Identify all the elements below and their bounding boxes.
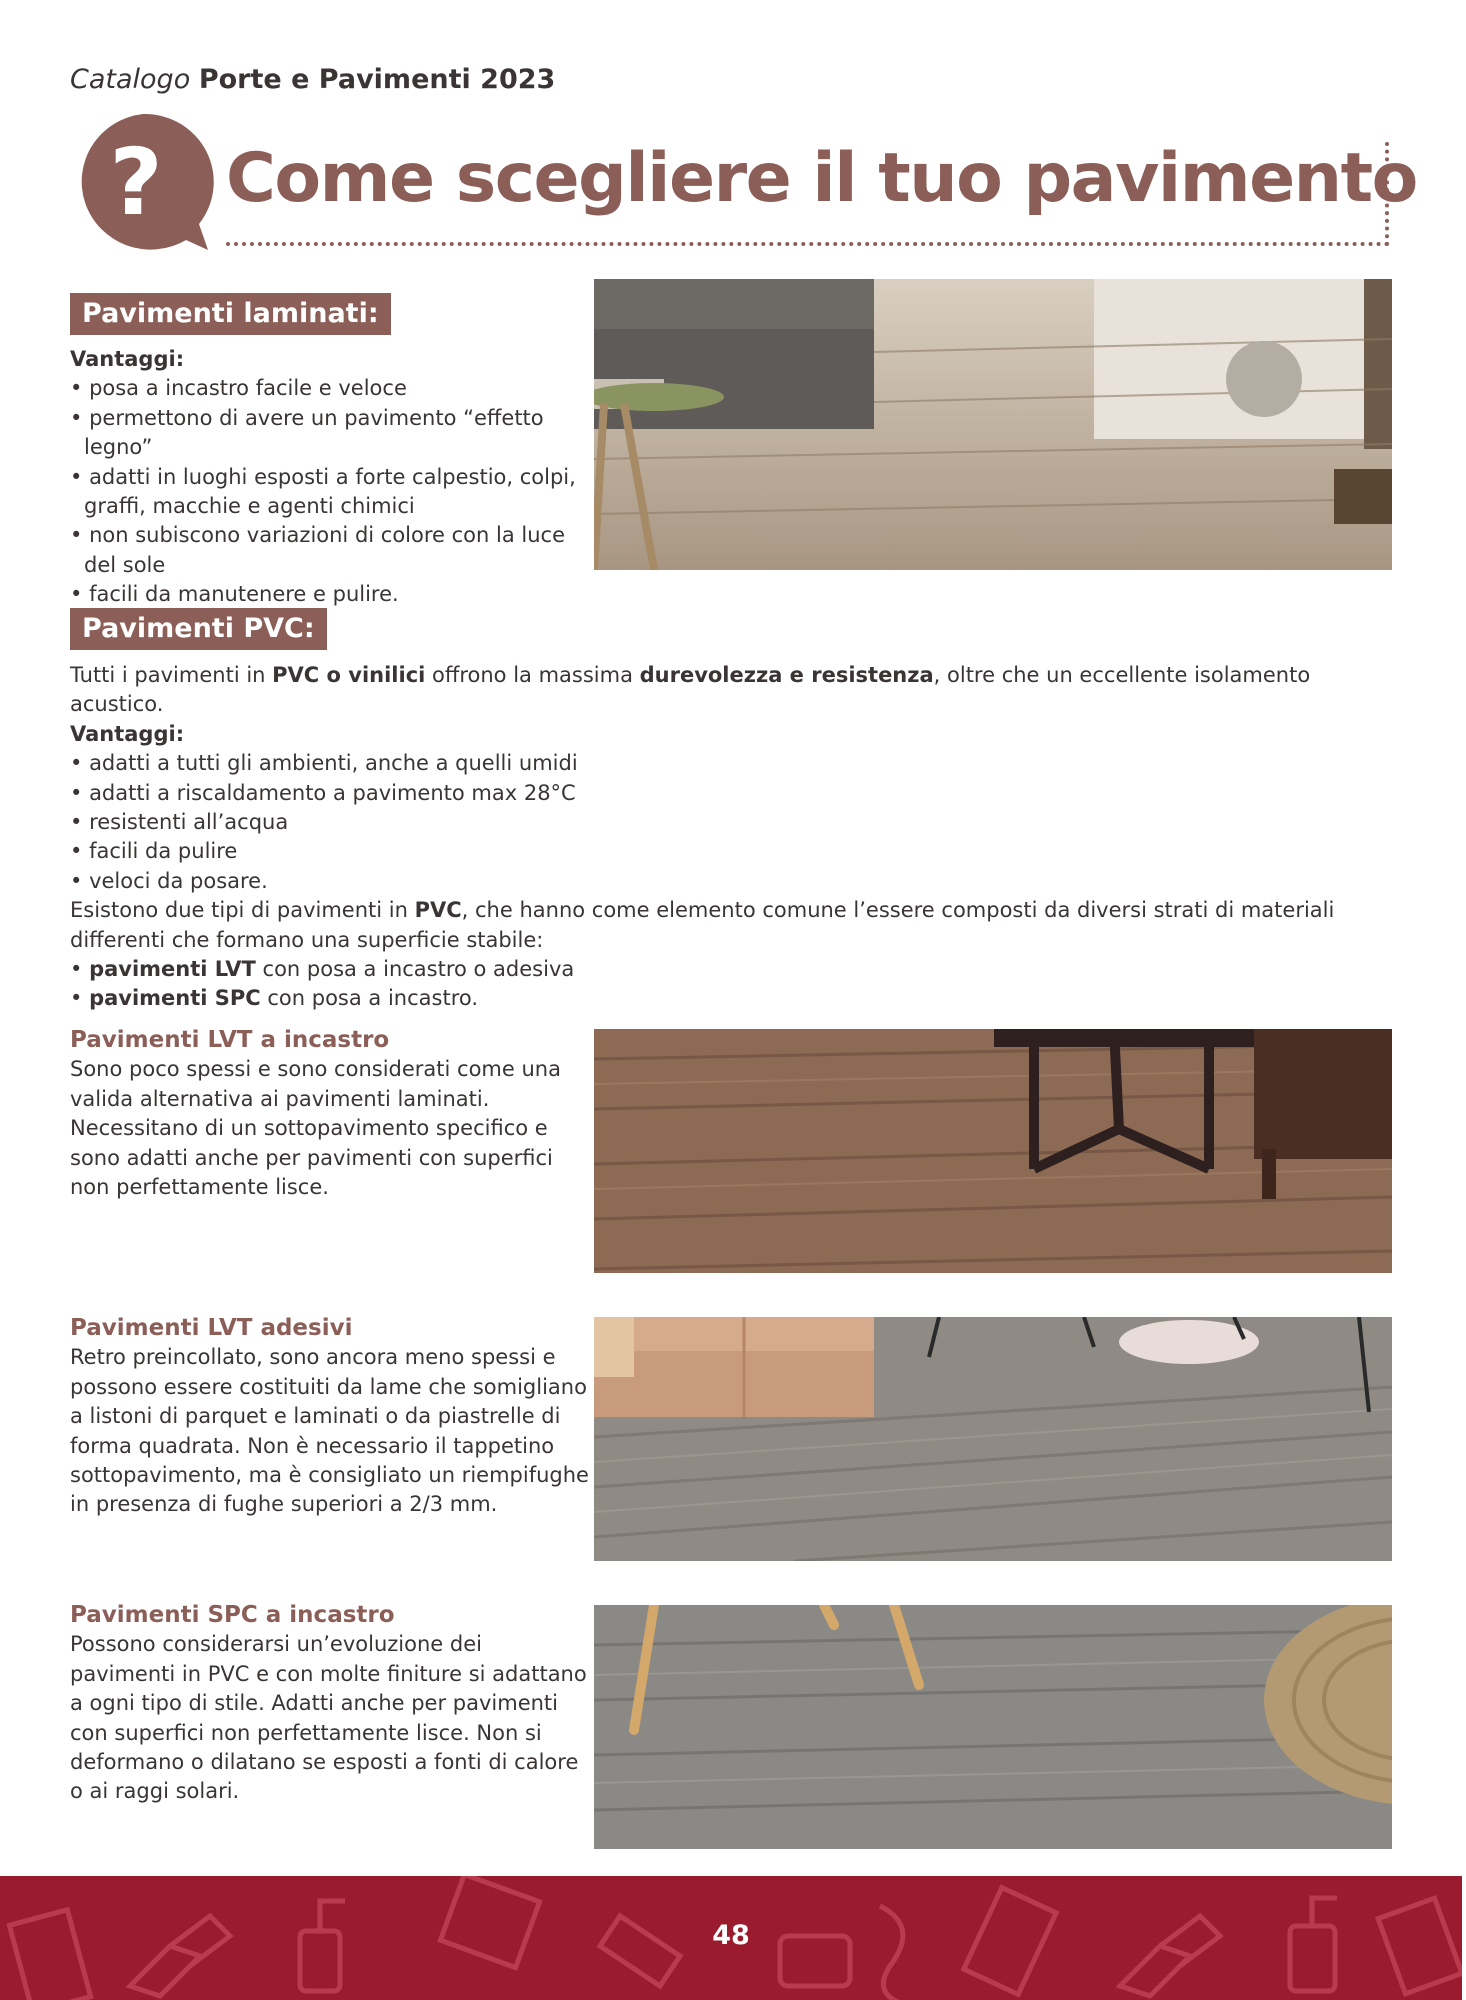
advantages-title: Vantaggi:: [70, 721, 185, 746]
catalog-name: Porte e Pavimenti 2023: [198, 64, 556, 95]
page-title: Come scegliere il tuo pavimento: [226, 139, 1417, 218]
pvc-intro: Tutti i pavimenti in PVC o vinilici offrono la massima durevolezza e resistenza, oltre che un eccellente isolamento acustico.: [70, 663, 1311, 717]
title-divider: [226, 242, 1390, 246]
list-item: • facili da manutenere e pulire.: [70, 582, 399, 607]
spc-incastro-body: Possono considerarsi un’evoluzione dei pavimenti in PVC e con molte finiture si adattano a ogni tipo di stile. Adatti anche per pavimenti con superfici non perfettamente lisce. Non si deformano o dilatano se esposti a fonti di calore o ai raggi solari.: [70, 1632, 587, 1804]
photo-lvt-incastro-floor: [594, 1029, 1392, 1273]
photo-lvt-adesivi-floor: [594, 1317, 1392, 1561]
pvc-text: [70, 661, 1395, 1014]
spc-incastro-title: Pavimenti SPC a incastro: [70, 1602, 395, 1628]
page-number: 48: [712, 1920, 750, 1951]
photo-spc-incastro-floor: [594, 1605, 1392, 1849]
catalog-header: [70, 64, 555, 95]
lvt-incastro-body: Sono poco spessi e sono considerati come una valida alternativa ai pavimenti laminati. Necessitano di un sottopavimento specifico e sono adatti anche per pavimenti con superfici non perfettamente lisce.: [70, 1057, 561, 1200]
pvc-types-intro: Esistono due tipi di pavimenti in PVC, che hanno come elemento comune l’essere composti da diversi strati di materiali differenti che formano una superficie stabile:: [70, 898, 1335, 952]
list-item: • facili da pulire: [70, 839, 238, 864]
list-item: • pavimenti LVT con posa a incastro o adesiva: [70, 957, 575, 982]
list-item: • adatti in luoghi esposti a forte calpestio, colpi, graffi, macchie e agenti chimici: [70, 464, 576, 519]
lvt-incastro-block: [70, 1026, 580, 1202]
list-item: • pavimenti SPC con posa a incastro.: [70, 986, 479, 1011]
question-bubble-icon: [68, 112, 218, 256]
list-item: • resistenti all’acqua: [70, 810, 289, 835]
section-label-laminati: Pavimenti laminati:: [70, 293, 391, 335]
lvt-adesivi-title: Pavimenti LVT adesivi: [70, 1315, 353, 1341]
lvt-adesivi-block: [70, 1314, 590, 1520]
spc-incastro-block: [70, 1601, 590, 1807]
svg-text:?: ?: [109, 129, 163, 236]
lvt-incastro-title: Pavimenti LVT a incastro: [70, 1027, 390, 1053]
laminati-text: [70, 345, 580, 610]
advantages-title: Vantaggi:: [70, 347, 185, 371]
list-item: • adatti a tutti gli ambienti, anche a quelli umidi: [70, 751, 578, 776]
list-item: • adatti a riscaldamento a pavimento max 28°C: [70, 780, 576, 805]
lvt-adesivi-body: Retro preincollato, sono ancora meno spessi e possono essere costituiti da lame che somigliano a listoni di parquet e laminati o da piastrelle di forma quadrata. Non è necessario il tappetino sottopavimento, ma è consigliato un riempifughe in presenza di fughe superiori a 2/3 mm.: [70, 1345, 589, 1517]
list-item: • posa a incastro facile e veloce: [70, 376, 407, 401]
section-label-pvc: Pavimenti PVC:: [70, 608, 327, 650]
list-item: • permettono di avere un pavimento “effetto legno”: [70, 405, 544, 460]
list-item: • non subiscono variazioni di colore con la luce del sole: [70, 523, 565, 577]
photo-laminate-floor: [594, 279, 1392, 570]
catalog-label: Catalogo: [70, 64, 191, 95]
list-item: • veloci da posare.: [70, 868, 268, 893]
title-divider-vertical: [1385, 142, 1389, 246]
